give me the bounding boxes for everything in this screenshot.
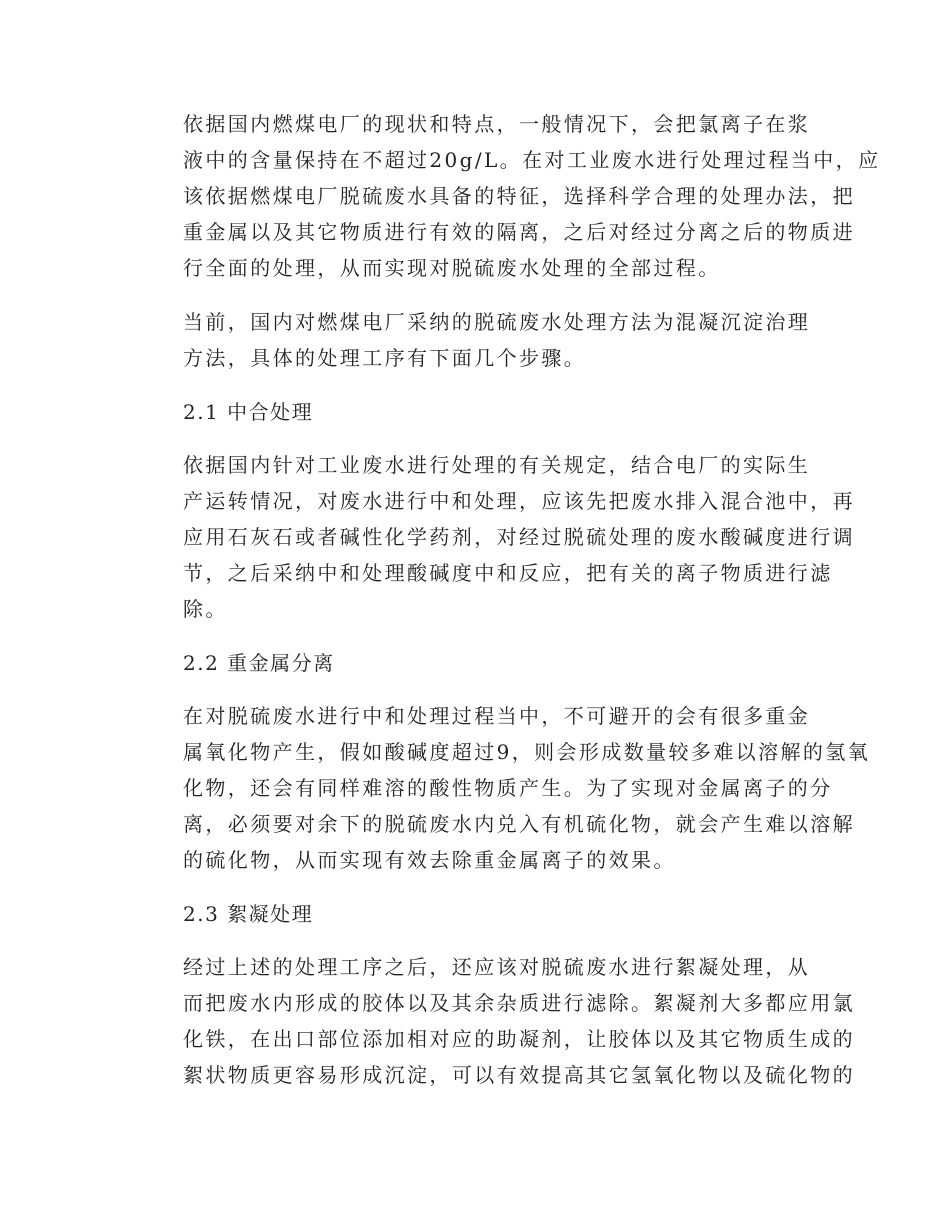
text-line: 经过上述的处理工序之后，还应该对脱硫废水进行絮凝处理，从 bbox=[183, 955, 811, 979]
section-heading-2-2: 2.2 重金属分离 bbox=[183, 651, 335, 675]
text-line: 依据国内针对工业废水进行处理的有关规定，结合电厂的实际生 bbox=[183, 453, 811, 477]
text-line: 依据国内燃煤电厂的现状和特点，一般情况下，会把氯离子在浆 bbox=[183, 112, 811, 136]
paragraph-neutralization bbox=[140, 447, 855, 627]
text-line: 絮状物质更容易形成沉淀，可以有效提高其它氢氧化物以及硫化物的 bbox=[183, 1063, 855, 1087]
paragraph-heavy-metal-separation bbox=[140, 698, 871, 878]
text-line: 行全面的处理，从而实现对脱硫废水处理的全部过程。 bbox=[183, 256, 721, 280]
text-line: 当前，国内对燃煤电厂采纳的脱硫废水处理方法为混凝沉淀治理 bbox=[183, 310, 811, 334]
text-line: 在对脱硫废水进行中和处理过程当中，不可避开的会有很多重金 bbox=[183, 704, 811, 728]
text-line: 化物，还会有同样难溶的酸性物质产生。为了实现对金属离子的分 bbox=[183, 776, 833, 800]
text-line: 除。 bbox=[183, 597, 228, 621]
text-line: 方法，具体的处理工序有下面几个步骤。 bbox=[183, 346, 587, 370]
paragraph-current-method bbox=[140, 304, 810, 376]
text-line: 离，必须要对余下的脱硫废水内兑入有机硫化物，就会产生难以溶解 bbox=[183, 812, 855, 836]
text-line: 该依据燃煤电厂脱硫废水具备的特征，选择科学合理的处理办法，把 bbox=[183, 184, 855, 208]
text-line: 化铁，在出口部位添加相对应的助凝剂，让胶体以及其它物质生成的 bbox=[183, 1027, 855, 1051]
text-line: 液中的含量保持在不超过20g/L。在对工业废水进行处理过程当中，应 bbox=[183, 148, 881, 172]
paragraph-flocculation bbox=[140, 949, 855, 1093]
document-body bbox=[140, 106, 881, 1111]
paragraph-chloride-control bbox=[140, 106, 881, 286]
section-heading-2-1: 2.1 中合处理 bbox=[183, 400, 314, 424]
text-line: 节，之后采纳中和处理酸碱度中和反应，把有关的离子物质进行滤 bbox=[183, 561, 833, 585]
text-line: 应用石灰石或者碱性化学药剂，对经过脱硫处理的废水酸碱度进行调 bbox=[183, 525, 855, 549]
text-line: 重金属以及其它物质进行有效的隔离，之后对经过分离之后的物质进 bbox=[183, 220, 855, 244]
text-line: 产运转情况，对废水进行中和处理，应该先把废水排入混合池中，再 bbox=[183, 489, 855, 513]
section-heading-2-3: 2.3 絮凝处理 bbox=[183, 902, 314, 926]
text-line: 属氧化物产生，假如酸碱度超过9，则会形成数量较多难以溶解的氢氧 bbox=[183, 740, 871, 764]
text-line: 的硫化物，从而实现有效去除重金属离子的效果。 bbox=[183, 848, 676, 872]
text-line: 而把废水内形成的胶体以及其余杂质进行滤除。絮凝剂大多都应用氯 bbox=[183, 991, 855, 1015]
